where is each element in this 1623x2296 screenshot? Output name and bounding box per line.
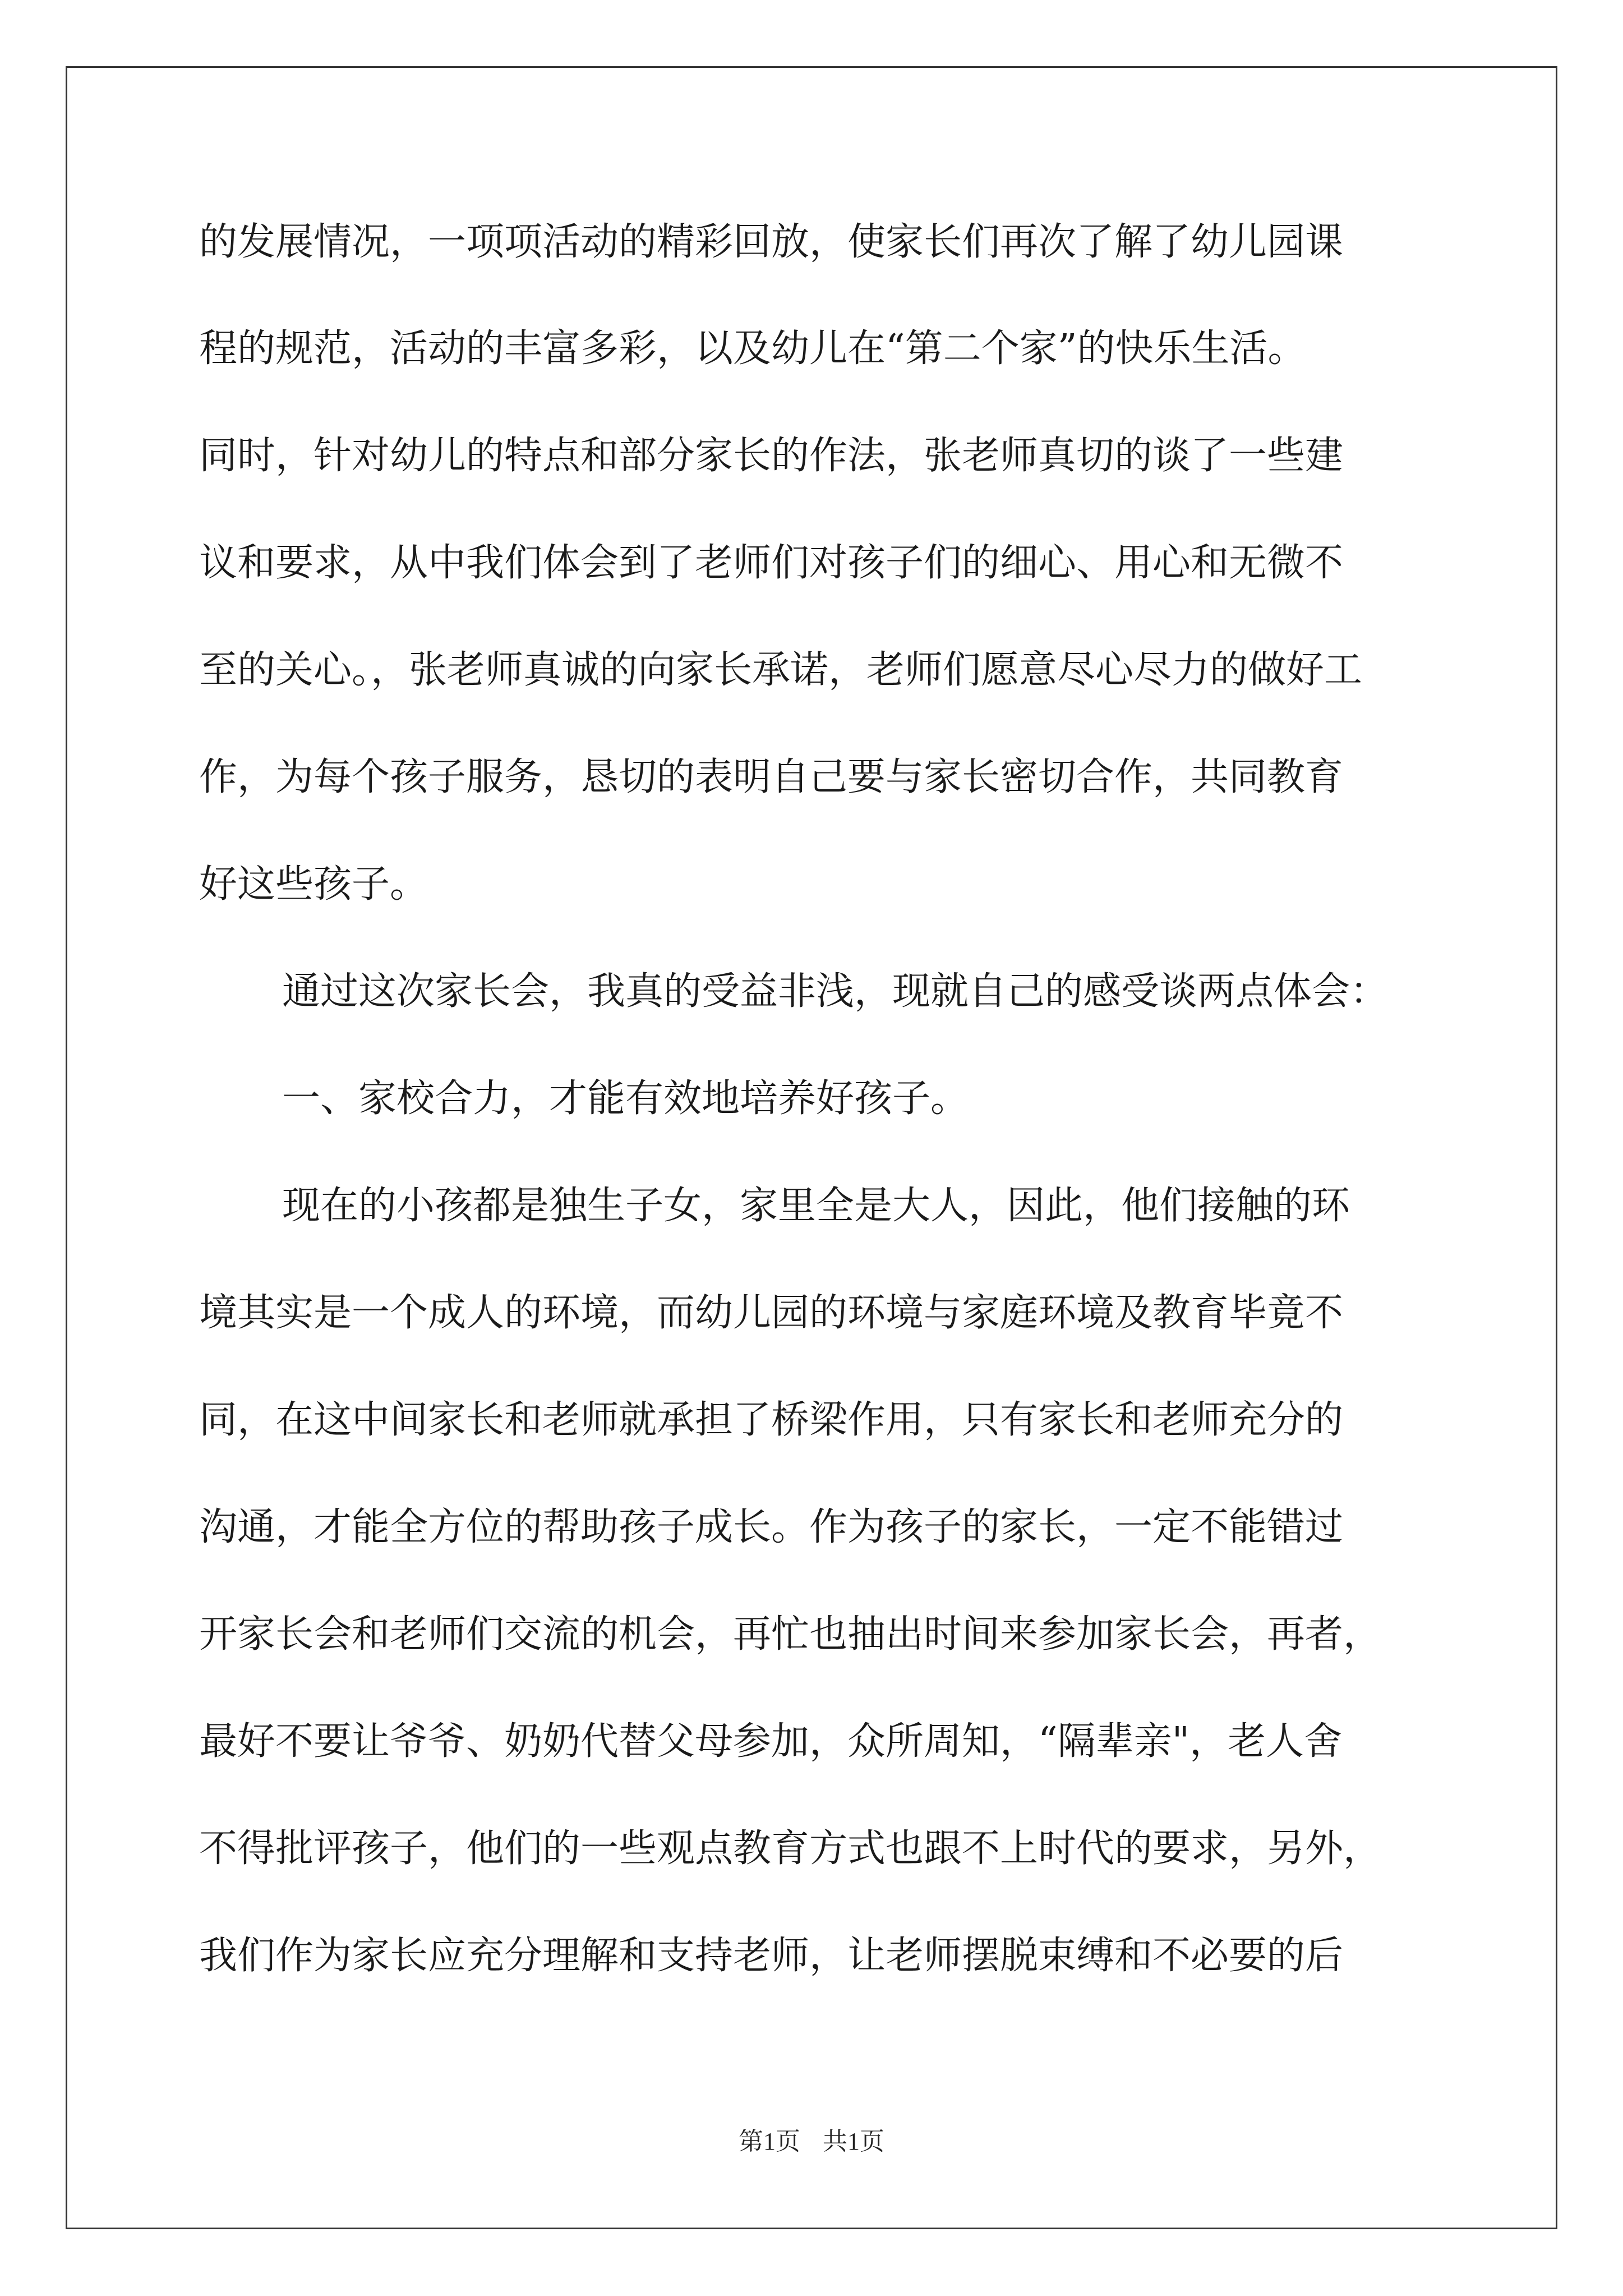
paragraph-line: 的发展情况，一项项活动的精彩回放，使家长们再次了解了幼儿园课 [199,220,1344,264]
paragraph-line: 同，在这中间家长和老师就承担了桥梁作用，只有家长和老师充分的 [199,1398,1344,1442]
page-border [66,66,1557,2229]
paragraph-line: 好这些孩子。 [199,862,428,907]
paragraph-line: 至的关心。，张老师真诚的向家长承诺，老师们愿意尽心尽力的做好工 [199,648,1363,692]
paragraph-line: 通过这次家长会，我真的受益非浅，现就自己的感受谈两点体会： [282,969,1389,1014]
paragraph-line: 作，为每个孩子服务，恳切的表明自己要与家长密切合作，共同教育 [199,755,1344,799]
paragraph-line: 程的规范，活动的丰富多彩，以及幼儿在“第二个家”的快乐生活。 [199,326,1306,371]
paragraph-line: 境其实是一个成人的环境，而幼儿园的环境与家庭环境及教育毕竟不 [199,1291,1344,1335]
page-number: 第1页 [739,2128,800,2155]
section-heading: 一、家校合力，才能有效地培养好孩子。 [282,1076,969,1121]
paragraph-line: 现在的小孩都是独生子女，家里全是大人，因此，他们接触的环 [282,1184,1350,1228]
paragraph-line: 我们作为家长应充分理解和支持老师，让老师摆脱束缚和不必要的后 [199,1934,1344,1978]
paragraph-line: 不得批评孩子，他们的一些观点教育方式也跟不上时代的要求，另外， [199,1826,1382,1871]
paragraph-line: 沟通，才能全方位的帮助孩子成长。作为孩子的家长，一定不能错过 [199,1505,1344,1549]
page-total: 共1页 [823,2128,884,2155]
paragraph-line: 开家长会和老师们交流的机会，再忙也抽出时间来参加家长会，再者， [199,1612,1382,1657]
paragraph-line: 议和要求，从中我们体会到了老师们对孩子们的细心、用心和无微不 [199,541,1344,585]
page-footer [0,2125,1623,2159]
paragraph-line: 同时，针对幼儿的特点和部分家长的作法，张老师真切的谈了一些建 [199,434,1344,478]
paragraph-line: 最好不要让爷爷、奶奶代替父母参加，众所周知，“隔辈亲"，老人舍 [199,1719,1343,1764]
